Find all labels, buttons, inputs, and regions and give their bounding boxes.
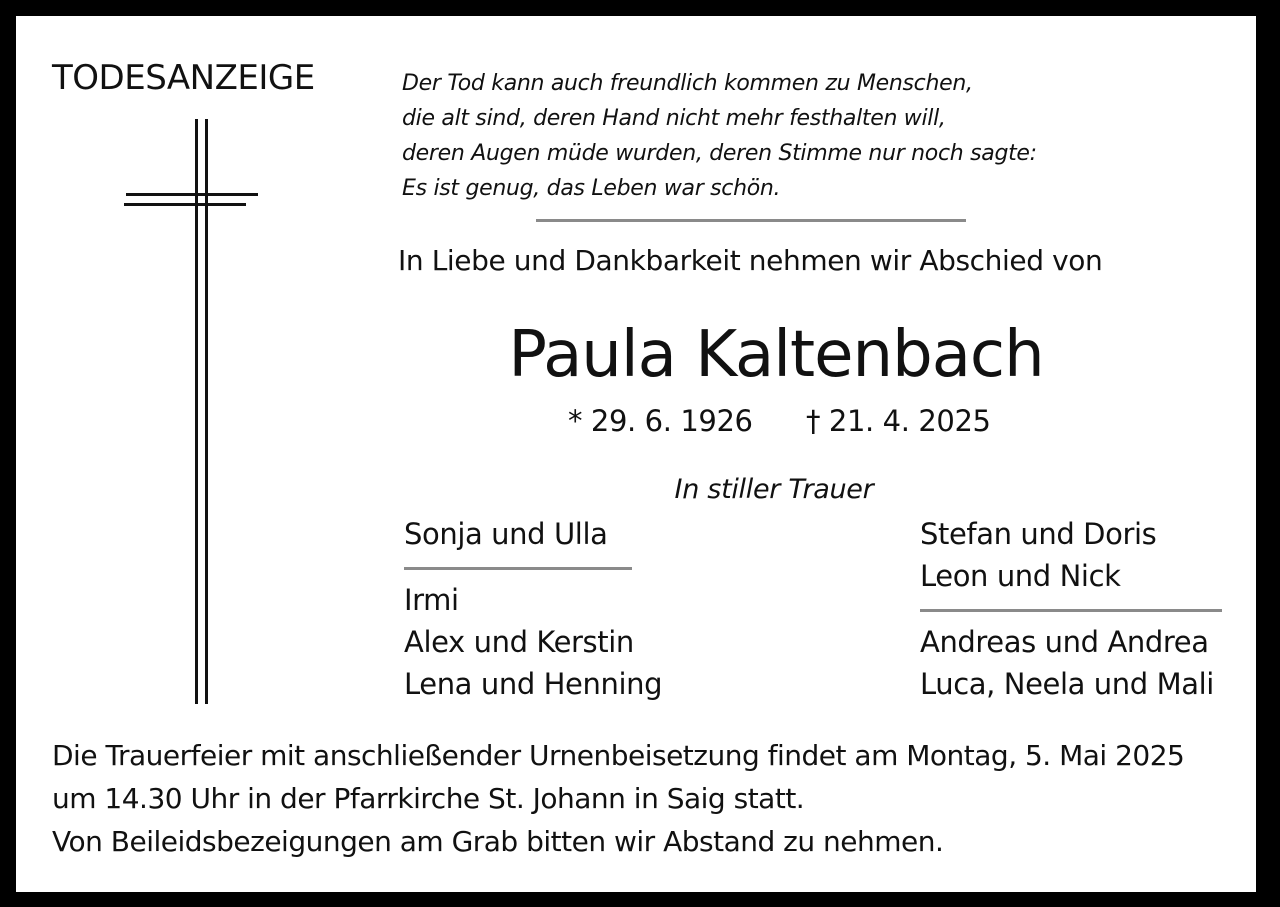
deceased-name: Paula Kaltenbach — [508, 318, 1044, 392]
notice-heading: TODESANZEIGE — [52, 58, 315, 98]
funeral-info-line: Die Trauerfeier mit anschließender Urnenbeisetzung findet am Montag, 5. Mai 2025 — [52, 739, 1185, 772]
mourner-name: Leon und Nick — [920, 559, 1121, 593]
funeral-info — [52, 734, 1184, 863]
cross-horizontal-bar-top — [126, 193, 258, 196]
mourner-name: Sonja und Ulla — [404, 517, 608, 551]
cross-vertical-bar-left — [195, 119, 198, 704]
funeral-info-line: um 14.30 Uhr in der Pfarrkirche St. Johann in Saig statt. — [52, 782, 805, 815]
poem-line: Der Tod kann auch freundlich kommen zu Menschen, — [402, 71, 973, 96]
mourners-title: In stiller Trauer — [674, 474, 874, 505]
mourners-left-divider — [404, 567, 632, 570]
mourner-name: Lena und Henning — [404, 667, 663, 701]
death-date: † 21. 4. 2025 — [806, 404, 991, 438]
death-notice — [16, 16, 1256, 892]
cross-icon — [124, 119, 258, 704]
funeral-info-line: Von Beileidsbezeigungen am Grab bitten wir Abstand zu nehmen. — [52, 825, 944, 858]
mourners-right-divider — [920, 609, 1222, 612]
birth-date: * 29. 6. 1926 — [568, 404, 753, 438]
mourner-name: Stefan und Doris — [920, 517, 1157, 551]
poem-line: deren Augen müde wurden, deren Stimme nur noch sagte: — [402, 141, 1037, 166]
poem — [402, 66, 1037, 206]
intro-text: In Liebe und Dankbarkeit nehmen wir Abschied von — [398, 244, 1103, 277]
poem-divider — [536, 219, 966, 222]
cross-vertical-bar-right — [205, 119, 208, 704]
mourner-name: Alex und Kerstin — [404, 625, 634, 659]
mourner-name: Andreas und Andrea — [920, 625, 1209, 659]
poem-line: Es ist genug, das Leben war schön. — [402, 176, 781, 201]
mourner-name: Luca, Neela und Mali — [920, 667, 1214, 701]
poem-line: die alt sind, deren Hand nicht mehr festhalten will, — [402, 106, 946, 131]
cross-horizontal-bar-bottom — [124, 203, 246, 206]
mourner-name: Irmi — [404, 583, 459, 617]
